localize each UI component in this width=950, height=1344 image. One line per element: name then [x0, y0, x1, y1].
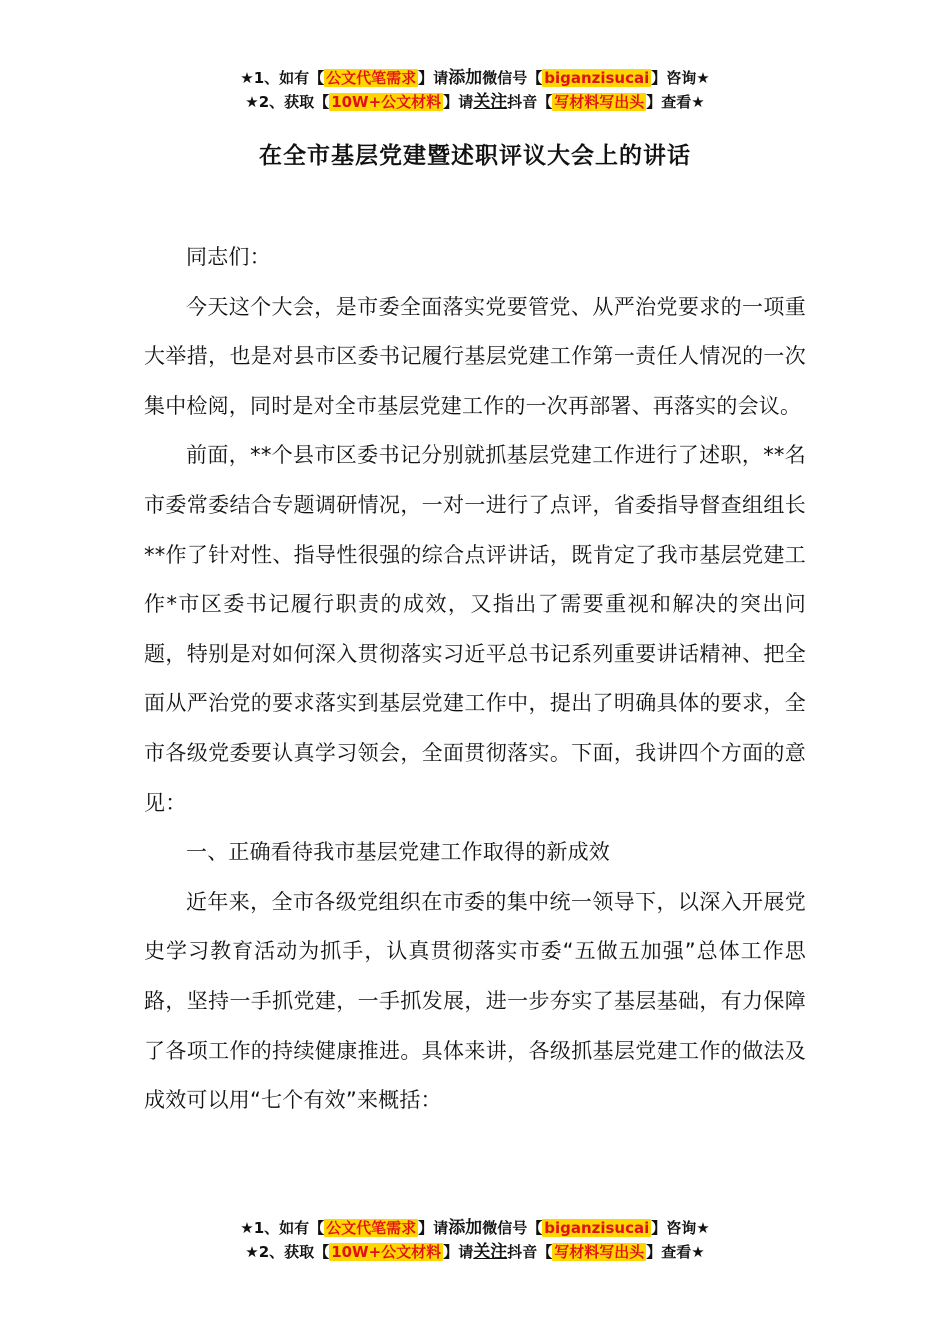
- section-heading: 一、正确看待我市基层党建工作取得的新成效: [186, 840, 610, 865]
- promo-text: 抖音【: [507, 93, 553, 111]
- paragraph: 近年来，全市各级党组织在市委的集中统一领导下，以深入开展党史学习教育活动为抓手，认真贯彻落实市委“五做五加强”总体工作思路，坚持一手抓党建，一手抓发展，进一步夯实了基层基础，有力保障了各项工作的持续健康推进。具体来讲，各级抓基层党建工作的做法及成效可以用“七个有效”来概括：: [144, 889, 806, 1113]
- promo-highlight: 公文代笔需求: [326, 1219, 417, 1237]
- document-body: [144, 233, 806, 1126]
- promo-douyin-id: 写材料写出头: [554, 93, 645, 111]
- promo-text: ★2、获取【: [245, 1243, 330, 1261]
- promo-text: 】查看★: [646, 93, 705, 111]
- promo-wechat-id: biganzisucai: [544, 69, 650, 87]
- paragraph: 今天这个大会，是市委全面落实党要管党、从严治党要求的一项重大举措，也是对县市区委书记履行基层党建工作第一责任人情况的一次集中检阅，同时是对全市基层党建工作的一次再部署、再落实的会议。: [144, 294, 806, 418]
- promo-text: 】请: [418, 1219, 449, 1237]
- promo-text: 抖音【: [507, 1243, 553, 1261]
- promo-emphasis: 关注: [473, 92, 508, 112]
- promo-text: 】请: [443, 93, 474, 111]
- promo-text: 】咨询★: [651, 1219, 710, 1237]
- promo-line-2: [0, 90, 950, 114]
- promo-text: 】请: [418, 69, 449, 87]
- promo-highlight: 公文代笔需求: [326, 69, 417, 87]
- promo-line-2: [0, 1240, 950, 1264]
- promo-line-1: [0, 1216, 950, 1240]
- promo-text: 】查看★: [646, 1243, 705, 1261]
- promo-text: ★1、如有【: [240, 1219, 325, 1237]
- promo-emphasis: 关注: [473, 1242, 508, 1262]
- promo-banner-top: [0, 66, 950, 114]
- promo-emphasis: 添加: [448, 68, 483, 88]
- promo-text: 】请: [443, 1243, 474, 1261]
- document-title: 在全市基层党建暨述职评议大会上的讲话: [259, 143, 691, 169]
- promo-highlight: 10W+公文材料: [331, 1243, 442, 1261]
- promo-line-1: [0, 66, 950, 90]
- promo-text: 微信号【: [482, 1219, 543, 1237]
- paragraph: 前面，**个县市区委书记分别就抓基层党建工作进行了述职，**名市委常委结合专题调研情况，一对一进行了点评，省委指导督查组组长**作了针对性、指导性很强的综合点评讲话，既肯定了我市基层党建工作*市区委书记履行职责的成效，又指出了需要重视和解决的突出问题，特别是对如何深入贯彻落实习近平总书记系列重要讲话精神、把全面从严治党的要求落实到基层党建工作中，提出了明确具体的要求，全市各级党委要认真学习领会，全面贯彻落实。下面，我讲四个方面的意见：: [144, 443, 806, 815]
- promo-highlight: 10W+公文材料: [331, 93, 442, 111]
- promo-text: ★2、获取【: [245, 93, 330, 111]
- promo-text: 微信号【: [482, 69, 543, 87]
- promo-emphasis: 添加: [448, 1218, 483, 1238]
- promo-wechat-id: biganzisucai: [544, 1219, 650, 1237]
- salutation: 同志们：: [186, 245, 271, 269]
- promo-banner-bottom: [0, 1216, 950, 1264]
- promo-text: 】咨询★: [651, 69, 710, 87]
- promo-douyin-id: 写材料写出头: [554, 1243, 645, 1261]
- promo-text: ★1、如有【: [240, 69, 325, 87]
